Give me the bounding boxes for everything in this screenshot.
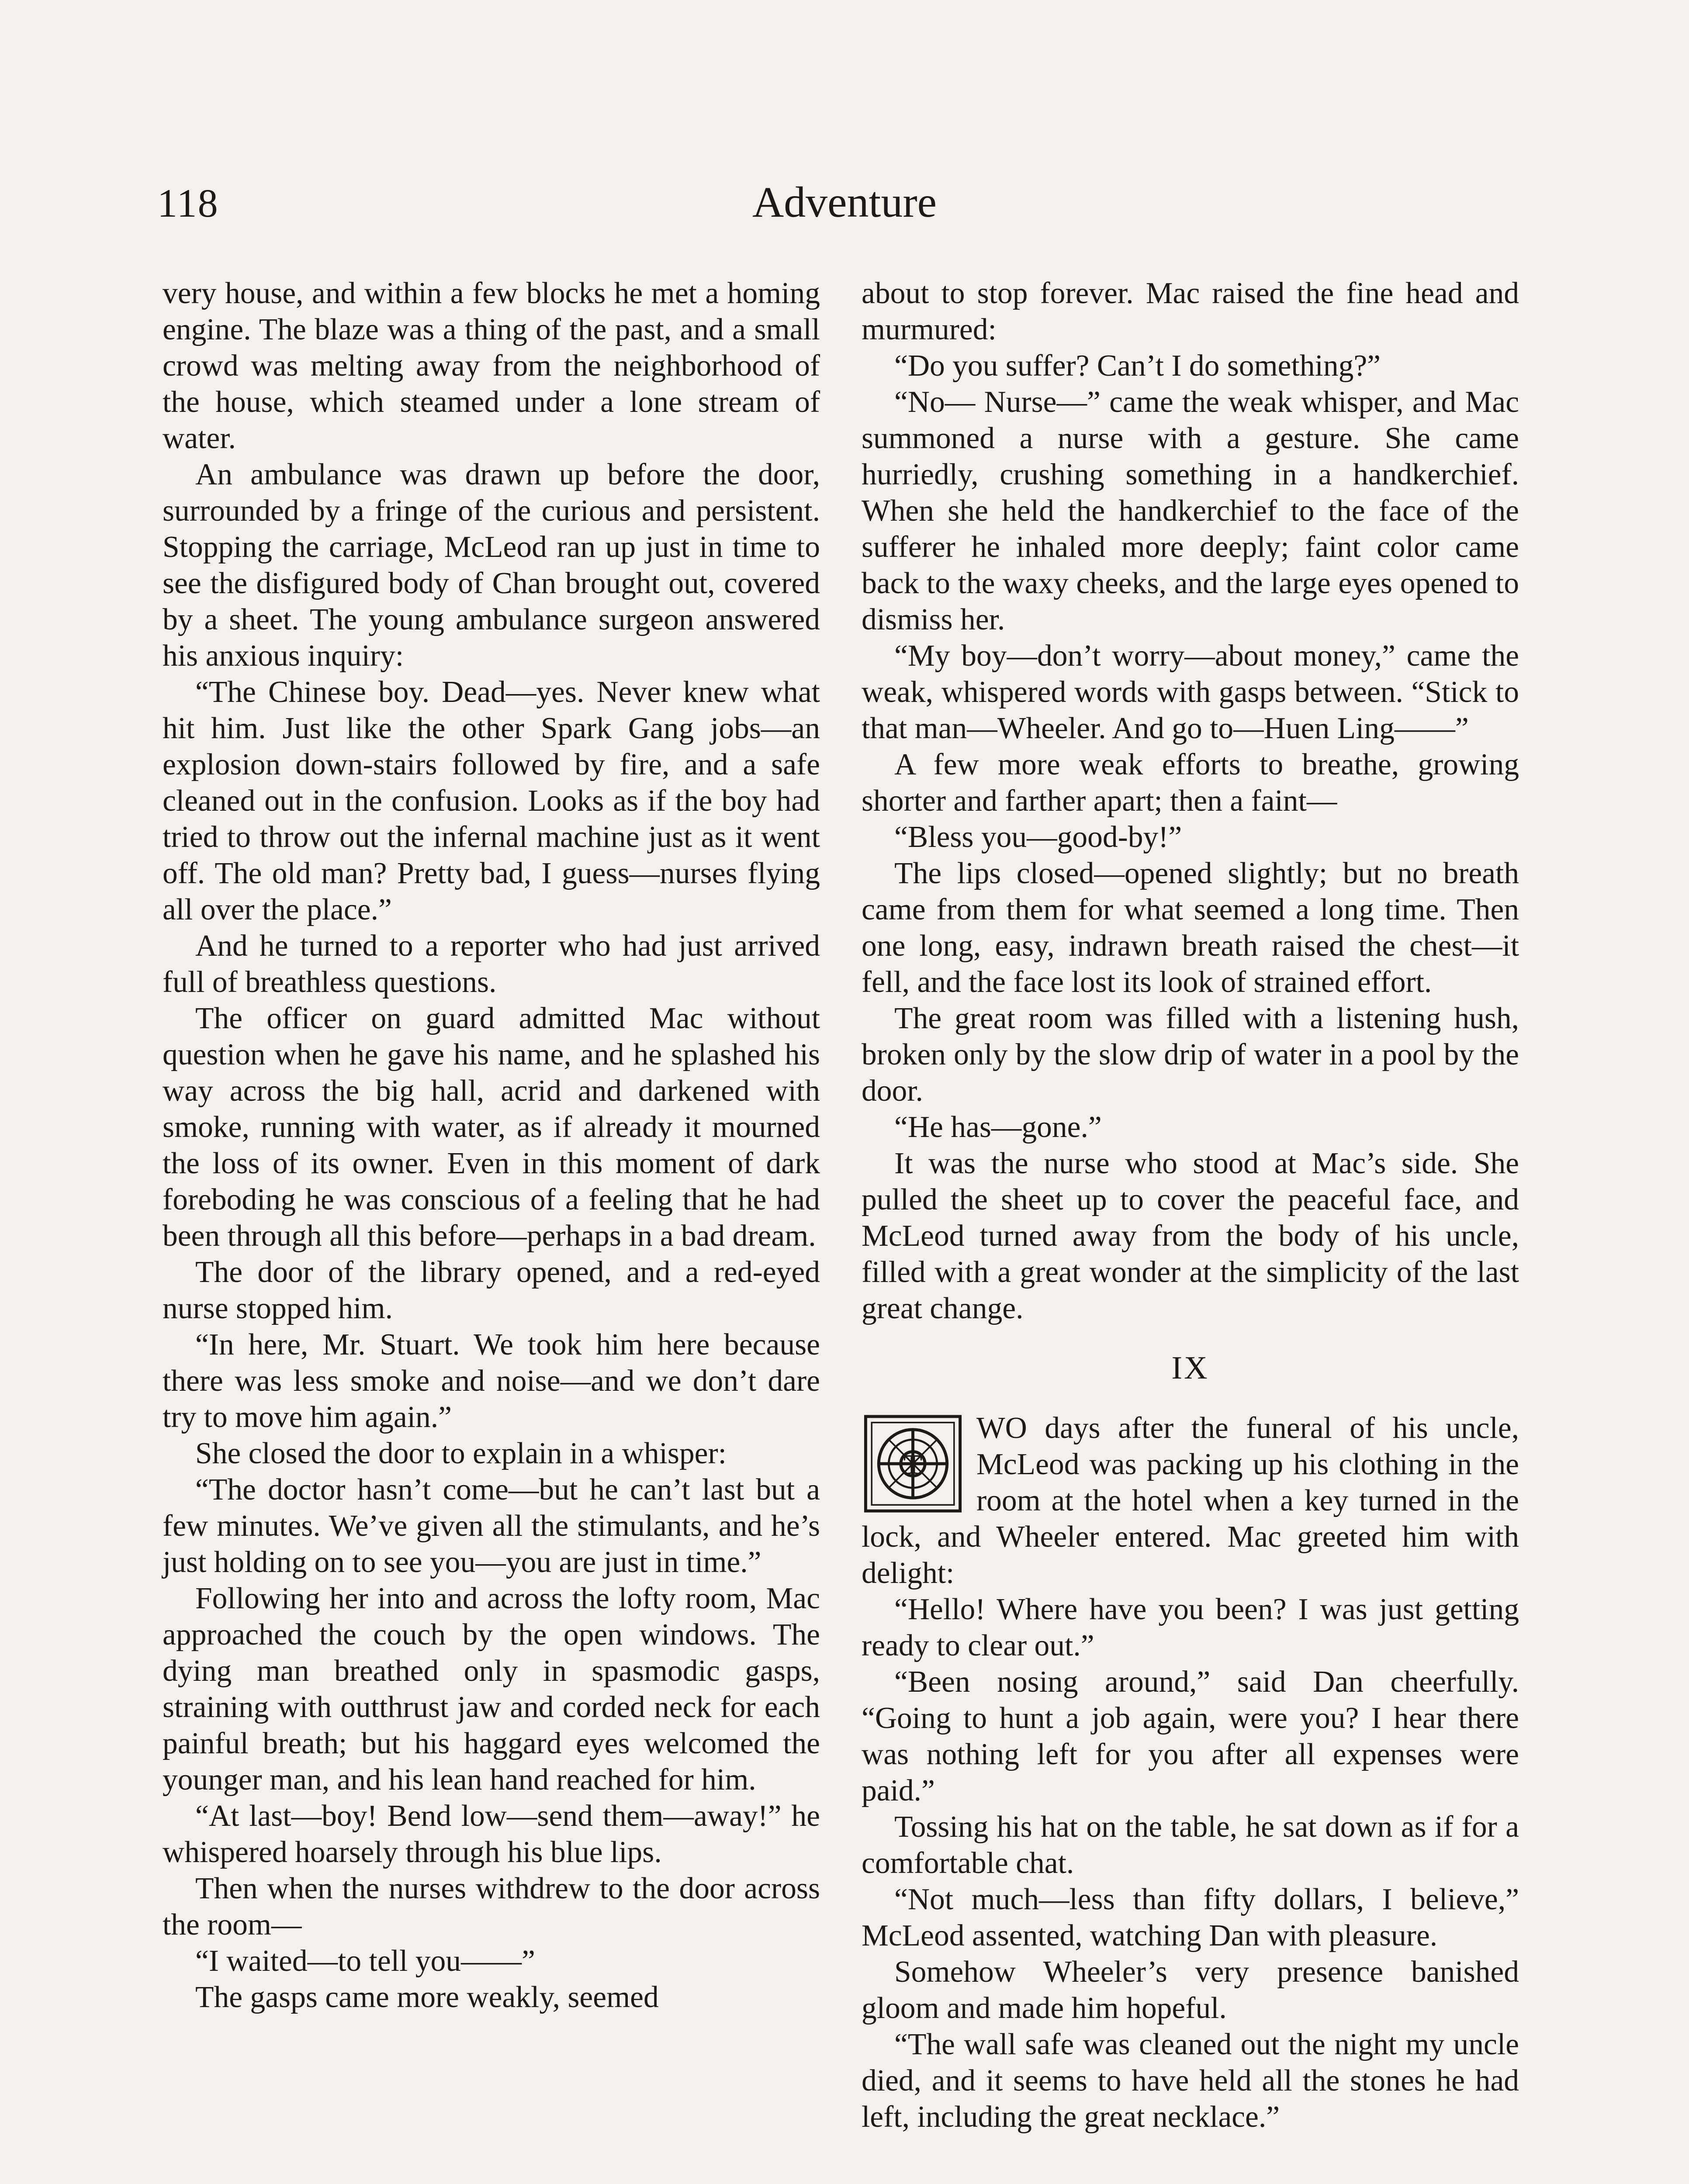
left-column <box>163 275 820 2015</box>
paragraph: “Been nosing around,” said Dan cheerfully. “Going to hunt a job again, were you? I hear there was nothing left for you after all expenses were paid.” <box>862 1665 1519 1807</box>
paragraph: The great room was filled with a listening hush, broken only by the slow drip of water in a pool by the door. <box>862 1002 1519 1108</box>
paragraph: Somehow Wheeler’s very presence banished gloom and made him hopeful. <box>862 1955 1519 2025</box>
paragraph: “I waited—to tell you——” <box>195 1944 535 1978</box>
paragraph: “Hello! Where have you been? I was just getting ready to clear out.” <box>862 1593 1519 1662</box>
right-column-after-section <box>862 1410 1519 2135</box>
paragraph: “The Chinese boy. Dead—yes. Never knew what hit him. Just like the other Spark Gang jobs—an explosion down-stairs followed by fire, and a safe cleaned out in the confusion. Looks as if the boy had tried to throw out the infernal machine just as it went off. The old man? Pretty bad, I guess—nurses flying all over the place.” <box>163 675 820 926</box>
paragraph: “Bless you—good-by!” <box>894 820 1182 854</box>
paragraph: “He has—gone.” <box>894 1110 1102 1144</box>
right-column-before-section <box>862 275 1519 1327</box>
paragraph-text: WO days after the funeral of his uncle, McLeod was packing up his clothing in the room at the hotel when a key turned in the lock, and Wheeler entered. Mac greeted him with delight: <box>862 1411 1519 1590</box>
paragraph: “My boy—don’t worry—about money,” came the weak, whispered words with gasps between. “Stick to that man—Wheeler. And go to—Huen Ling——” <box>862 639 1519 745</box>
paragraph: “No— Nurse—” came the weak whisper, and Mac summoned a nurse with a gesture. She came hurriedly, crushing something in a handkerchief. When she held the handkerchief to the face of the sufferer he inhaled more deeply; faint color came back to the waxy cheeks, and the large eyes opened to dismiss her. <box>862 385 1519 636</box>
paragraph: “In here, Mr. Stuart. We took him here because there was less smoke and noise—and we don’t dare try to move him again.” <box>163 1328 820 1434</box>
right-column <box>862 275 1519 2135</box>
paragraph: “The wall safe was cleaned out the night my uncle died, and it seems to have held all the stones he had left, including the great necklace.” <box>862 2028 1519 2134</box>
running-head: Adventure <box>752 178 937 226</box>
paragraph: A few more weak efforts to breathe, growing shorter and farther apart; then a faint— <box>862 748 1519 818</box>
dropcap-letter: T <box>903 1449 922 1480</box>
paragraph: The officer on guard admitted Mac without question when he gave his name, and he splashed his way across the big hall, acrid and darkened with smoke, running with water, as if already it mourned the loss of its owner. Even in this moment of dark foreboding he was conscious of a feeling that he had been through all this before—perhaps in a bad dream. <box>163 1002 820 1253</box>
paragraph: “At last—boy! Bend low—send them—away!” he whispered hoarsely through his blue lips. <box>163 1799 820 1869</box>
paragraph: very house, and within a few blocks he met a homing engine. The blaze was a thing of the past, and a small crowd was melting away from the neighborhood of the house, which steamed under a lone stream of water. <box>163 276 820 455</box>
section-heading: IX <box>1171 1350 1209 1386</box>
paragraph: “Not much—less than fifty dollars, I believe,” McLeod assented, watching Dan with pleasure. <box>862 1883 1519 1952</box>
paragraph: An ambulance was drawn up before the door, surrounded by a fringe of the curious and persistent. Stopping the carriage, McLeod ran up just in time to see the disfigured body of Chan brought out, covered by a sheet. The young ambulance surgeon answered his anxious inquiry: <box>163 458 820 673</box>
paragraph: It was the nurse who stood at Mac’s side. She pulled the sheet up to cover the peaceful face, and McLeod turned away from the body of his uncle, filled with a great wonder at the simplicity of the last great change. <box>862 1147 1519 1325</box>
paragraph: about to stop forever. Mac raised the fine head and murmured: <box>862 276 1519 346</box>
paragraph: Tossing his hat on the table, he sat down as if for a comfortable chat. <box>862 1810 1519 1880</box>
paragraph: And he turned to a reporter who had just arrived full of breathless questions. <box>163 929 820 999</box>
paragraph <box>862 1410 1519 1591</box>
paragraph: She closed the door to explain in a whisper: <box>195 1437 727 1470</box>
paragraph: The door of the library opened, and a red-eyed nurse stopped him. <box>163 1255 820 1325</box>
ornamental-dropcap-icon <box>862 1413 964 1514</box>
paragraph: “Do you suffer? Can’t I do something?” <box>894 349 1381 383</box>
paragraph: The gasps came more weakly, seemed <box>195 1980 659 2014</box>
paragraph: The lips closed—opened slightly; but no breath came from them for what seemed a long time. Then one long, easy, indrawn breath raised the chest—it fell, and the face lost its look of strained effort. <box>862 857 1519 999</box>
paragraph: Following her into and across the lofty room, Mac approached the couch by the open windows. The dying man breathed only in spasmodic gasps, straining with outthrust jaw and corded neck for each painful breath; but his haggard eyes welcomed the younger man, and his lean hand reached for him. <box>163 1582 820 1797</box>
paragraph: Then when the nurses withdrew to the door across the room— <box>163 1872 820 1942</box>
page-number: 118 <box>157 181 219 225</box>
paragraph: “The doctor hasn’t come—but he can’t last but a few minutes. We’ve given all the stimulants, and he’s just holding on to see you—you are just in time.” <box>163 1473 820 1579</box>
